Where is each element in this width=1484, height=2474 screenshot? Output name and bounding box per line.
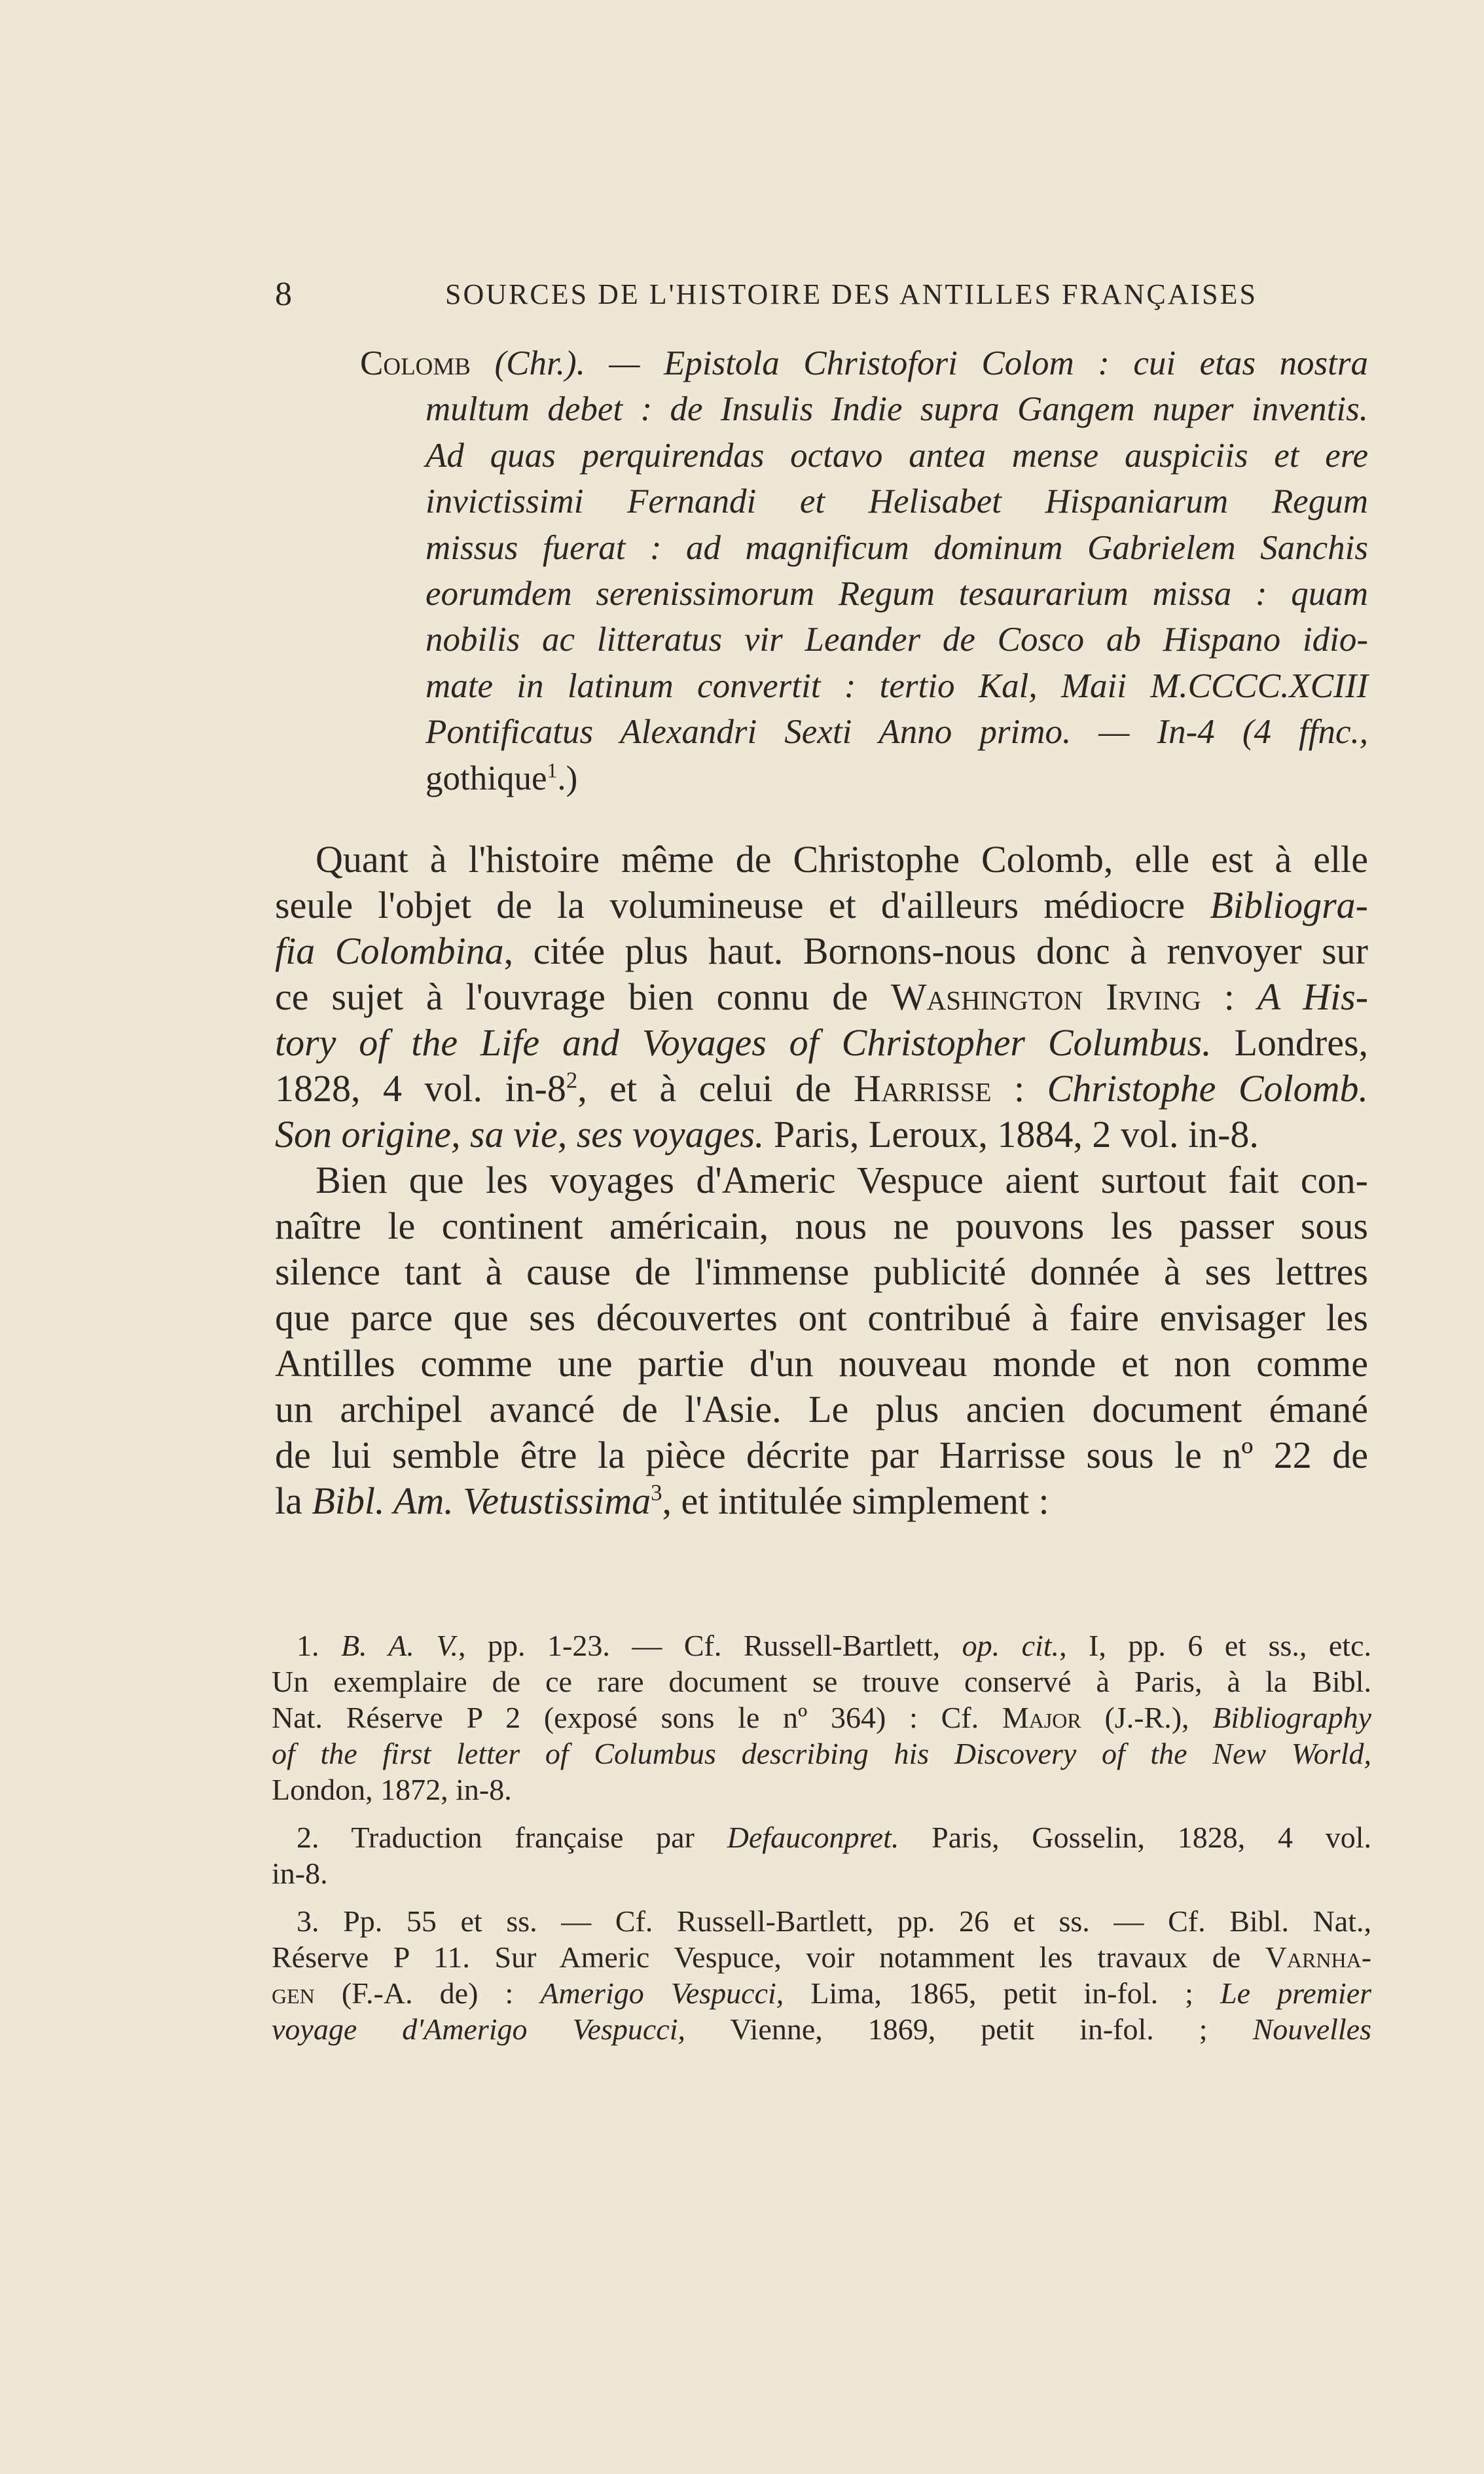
footnote-number: 1. xyxy=(297,1629,319,1662)
body-line xyxy=(275,1112,1368,1157)
body-line: Quant à l'histoire même de Christophe Colomb, elle est à elle xyxy=(316,838,1368,881)
footnote-line: in-8. xyxy=(272,1857,328,1890)
text-run: : xyxy=(1014,1067,1025,1110)
text-run: ce sujet à l'ouvrage bien connu de xyxy=(275,975,868,1018)
text-run: (J.-R.), xyxy=(1104,1701,1189,1734)
entry-line xyxy=(360,340,1368,386)
footnote-ref: 2 xyxy=(566,1067,578,1093)
text-run: Nat. Réserve P 2 (exposé sons le nº 364) : Cf. xyxy=(272,1701,979,1734)
footnote-line xyxy=(272,1628,1371,1664)
entry-line xyxy=(425,755,1368,801)
entry-line: eorumdem serenissimorum Regum tesaurarium missa : quam xyxy=(425,575,1368,613)
body-line: que parce que ses découvertes ont contribué à faire envisager les xyxy=(275,1296,1368,1339)
text-run: Vienne, 1869, petit in-fol. ; xyxy=(730,2012,1208,2046)
body-line: un archipel avancé de l'Asie. Le plus ancien document émané xyxy=(275,1388,1368,1430)
entry-line: Pontificatus Alexandri Sexti Anno primo. — In-4 (4 ffnc., xyxy=(425,713,1368,752)
text-run: seule l'objet de la volumineuse et d'ailleurs médiocre xyxy=(275,884,1185,926)
author-name: Varnha- xyxy=(1265,1940,1372,1974)
entry-line: invictissimi Fernandi et Helisabet Hispaniarum Regum xyxy=(425,482,1368,521)
body-line xyxy=(275,1066,1368,1112)
text-run: , citée plus haut. Bornons-nous donc à renvoyer sur xyxy=(503,930,1368,972)
page-header xyxy=(275,275,1375,327)
entry-title-start: (Chr.). — Epistola Christofori Colom : cui etas nostra xyxy=(494,344,1368,382)
text-run: Londres, xyxy=(1234,1021,1369,1064)
book-title: fia Colombina xyxy=(275,930,504,972)
entry-line: nobilis ac litteratus vir Leander de Cosco ab Hispano idio- xyxy=(425,621,1368,659)
body-line: Bien que les voyages d'Americ Vespuce aient surtout fait con- xyxy=(316,1159,1368,1201)
text-run: , et à celui de xyxy=(577,1067,831,1110)
book-title: tory of the Life and Voyages of Christopher Columbus. xyxy=(275,1021,1212,1064)
author-name: Major xyxy=(1002,1701,1081,1734)
text-run: 2. Traduction française par xyxy=(297,1821,695,1854)
author-name: Harrisse xyxy=(854,1067,992,1110)
page-number: 8 xyxy=(275,276,292,313)
footnote-gap xyxy=(272,1808,1371,1819)
book-title: Le premier xyxy=(1220,1976,1372,2010)
text-run: Paris, Gosselin, 1828, 4 vol. xyxy=(932,1821,1371,1854)
body-line: naître le continent américain, nous ne pouvons les passer sous xyxy=(275,1205,1368,1247)
book-title: Bibliography xyxy=(1212,1701,1372,1734)
book-title: A His- xyxy=(1257,975,1369,1018)
bibliographic-entry xyxy=(360,340,1368,801)
entry-format: gothique xyxy=(425,759,547,797)
entry-line: multum debet : de Insulis Indie supra Gangem nuper inventis. xyxy=(425,390,1368,429)
text-run: 1828, 4 vol. in-8 xyxy=(275,1067,566,1110)
body-line xyxy=(275,1020,1368,1066)
text-run: , I, pp. 6 et ss., etc. xyxy=(1059,1629,1371,1662)
book-title: Christophe Colomb. xyxy=(1047,1067,1369,1110)
body-line xyxy=(275,1478,1368,1524)
footnote-line: Un exemplaire de ce rare document se trouve conservé à Paris, à la Bibl. xyxy=(272,1665,1371,1698)
author-name: Washington Irving xyxy=(890,975,1201,1018)
book-title: Bibl. Am. Vetustissima xyxy=(312,1480,651,1522)
text-run: op. cit. xyxy=(962,1629,1060,1662)
footnote-gap xyxy=(272,1891,1371,1903)
body-line: silence tant à cause de l'immense publicité donnée à ses lettres xyxy=(275,1250,1368,1293)
entry-close: .) xyxy=(557,759,578,797)
text-run: , pp. 1-23. — Cf. Russell-Bartlett, xyxy=(458,1629,941,1662)
entry-author: Colomb xyxy=(360,344,471,382)
text-run: , et intitulée simplement : xyxy=(662,1480,1049,1522)
footnote-line xyxy=(272,1700,1371,1736)
body-line xyxy=(275,928,1368,974)
book-title: Nouvelles xyxy=(1252,2012,1372,2046)
entry-line: missus fuerat : ad magnificum dominum Gabrielem Sanchis xyxy=(425,528,1368,567)
text-run: Paris, Leroux, 1884, 2 vol. in-8. xyxy=(773,1113,1259,1155)
footnote-line xyxy=(272,1819,1371,1855)
footnotes xyxy=(272,1628,1371,2047)
book-title: B. A. V. xyxy=(341,1629,459,1662)
footnote-ref: 1 xyxy=(547,759,558,782)
body-line xyxy=(275,974,1368,1020)
body-line: de lui semble être la pièce décrite par Harrisse sous le nº 22 de xyxy=(275,1434,1368,1476)
body-text xyxy=(275,837,1368,1524)
running-head: SOURCES DE L'HISTOIRE DES ANTILLES FRANÇAISES xyxy=(445,278,1258,310)
book-title: voyage d'Amerigo Vespucci, xyxy=(272,2012,685,2046)
book-title: Amerigo Vespucci, xyxy=(540,1976,784,2010)
footnote-line: of the first letter of Columbus describing his Discovery of the New World, xyxy=(272,1737,1371,1770)
text-run: (F.-A. de) : xyxy=(341,1976,514,2010)
footnote-line xyxy=(272,2011,1371,2047)
text-run: la xyxy=(275,1480,302,1522)
entry-line: Ad quas perquirendas octavo antea mense auspiciis et ere xyxy=(425,436,1368,475)
footnote-line xyxy=(272,1975,1371,2011)
text-run: Réserve P 11. Sur Americ Vespuce, voir notamment les travaux de xyxy=(272,1940,1241,1974)
book-title: Bibliogra- xyxy=(1210,884,1368,926)
footnote-ref: 3 xyxy=(651,1480,662,1506)
body-line xyxy=(275,882,1368,928)
footnote-line: 3. Pp. 55 et ss. — Cf. Russell-Bartlett, pp. 26 et ss. — Cf. Bibl. Nat., xyxy=(297,1904,1371,1938)
text-run: Lima, 1865, petit in-fol. ; xyxy=(810,1976,1193,2010)
footnote-line xyxy=(272,1939,1371,1975)
body-line: Antilles comme une partie d'un nouveau monde et non comme xyxy=(275,1342,1368,1385)
entry-line: mate in latinum convertit : tertio Kal, Maii M.CCCC.XCIII xyxy=(425,666,1368,705)
author-name: gen xyxy=(272,1976,315,2010)
text-run: : xyxy=(1223,975,1235,1018)
author-name: Defauconpret. xyxy=(727,1821,899,1854)
book-title: Son origine, sa vie, ses voyages. xyxy=(275,1113,765,1155)
footnote-line: London, 1872, in-8. xyxy=(272,1773,512,1806)
